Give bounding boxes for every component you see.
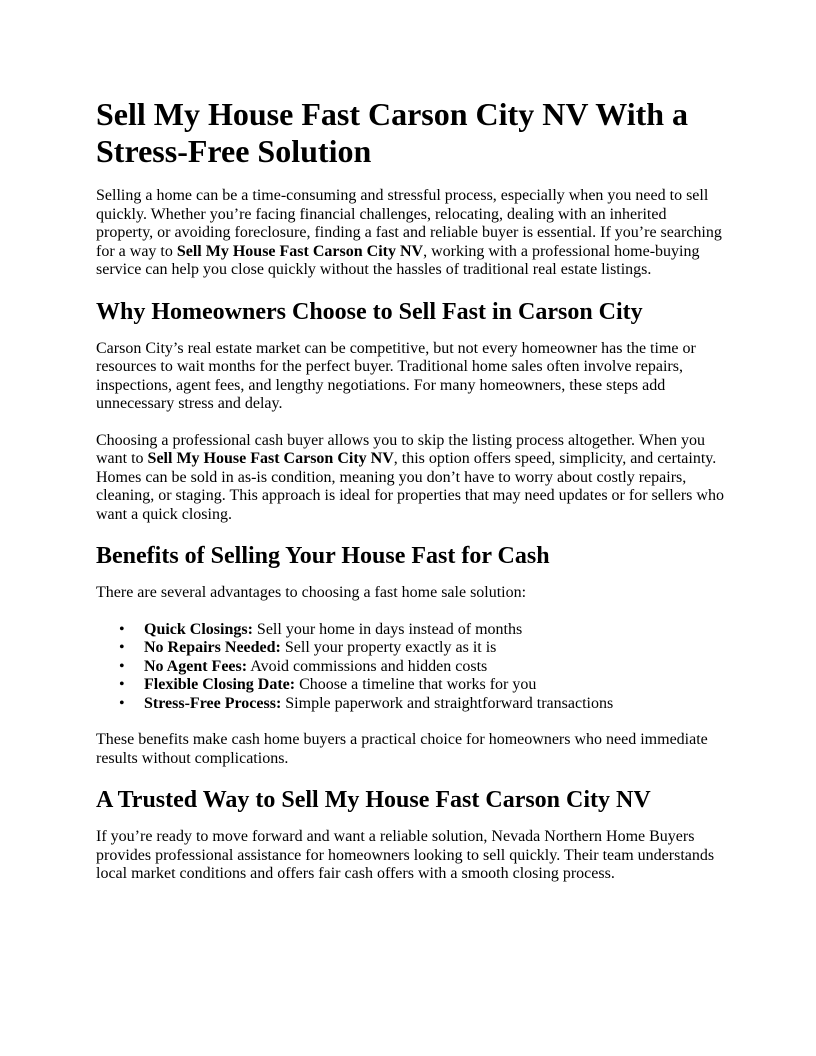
bullet-icon: • [119,639,125,656]
document-page [96,96,724,902]
benefit-label: Flexible Closing Date: [144,676,296,693]
heading-benefits: Benefits of Selling Your House Fast for Cash [96,543,550,569]
intro-text-2: , working with a professional home-buying service can help you close quickly without the hassles of traditional real estate listings. [96,242,700,278]
bullet-icon: • [119,620,125,638]
intro-paragraph [96,187,724,280]
benefit-label: Stress-Free Process: [144,694,282,712]
bullet-icon: • [119,676,125,693]
bullet-icon: • [119,694,125,712]
list-item [119,657,724,677]
why-p2-text-2: , this option offers speed, simplicity, and certainty. Homes can be sold in as-is condition, meaning you don’t have to worry about costly repairs, cleaning, or staging. This approach is ideal for properties that may need updates or for sellers who want a quick closing. [96,450,724,523]
benefits-list [96,621,724,714]
bullet-icon: • [119,657,125,675]
intro-keyword: Sell My House Fast Carson City NV [176,242,424,260]
list-item [119,676,724,695]
heading-trusted: A Trusted Way to Sell My House Fast Carson City NV [96,787,651,813]
benefit-text: Avoid commissions and hidden costs [247,657,488,675]
why-p2-keyword: Sell My House Fast Carson City NV [147,450,394,467]
why-p2-text-1: Choosing a professional cash buyer allows you to skip the listing process altogether. When you want to [96,431,705,467]
benefit-text: Simple paperwork and straightforward transactions [281,694,614,712]
benefits-intro: There are several advantages to choosing a fast home sale solution: [96,584,527,601]
why-paragraph-2 [96,432,724,525]
heading-why: Why Homeowners Choose to Sell Fast in Carson City [96,298,643,325]
benefit-text: Choose a timeline that works for you [295,676,537,693]
trusted-paragraph: If you’re ready to move forward and want a reliable solution, Nevada Northern Home Buyers provides professional assistance for homeowners looking to sell quickly. Their team understands local market conditions and offers fair cash offers with a smooth closing process. [96,828,715,882]
benefit-label: No Repairs Needed: [144,639,281,656]
why-paragraph-1: Carson City’s real estate market can be competitive, but not every homeowner has the time or resources to wait months for the perfect buyer. Traditional home sales often involve repairs, inspections, agent fees, and lengthy negotiations. For many homeowners, these steps add unnecessary stress and delay. [96,339,696,412]
list-item [119,639,724,658]
list-item [119,694,724,714]
list-item [119,620,724,640]
benefits-outro: These benefits make cash home buyers a practical choice for homeowners who need immediate results without complications. [96,731,708,767]
benefit-text: Sell your property exactly as it is [280,639,497,656]
intro-text-1: Selling a home can be a time-consuming and stressful process, especially when you need to sell quickly. Whether you’re facing financial challenges, relocating, dealing with an inherited property, or avoiding foreclosure, finding a fast and reliable buyer is essential. If you’re searching for a way to [96,187,722,260]
page-title: Sell My House Fast Carson City NV With a Stress-Free Solution [96,96,689,169]
benefit-text: Sell your home in days instead of months [252,620,523,638]
benefit-label: Quick Closings: [144,620,253,638]
benefit-label: No Agent Fees: [144,657,248,675]
